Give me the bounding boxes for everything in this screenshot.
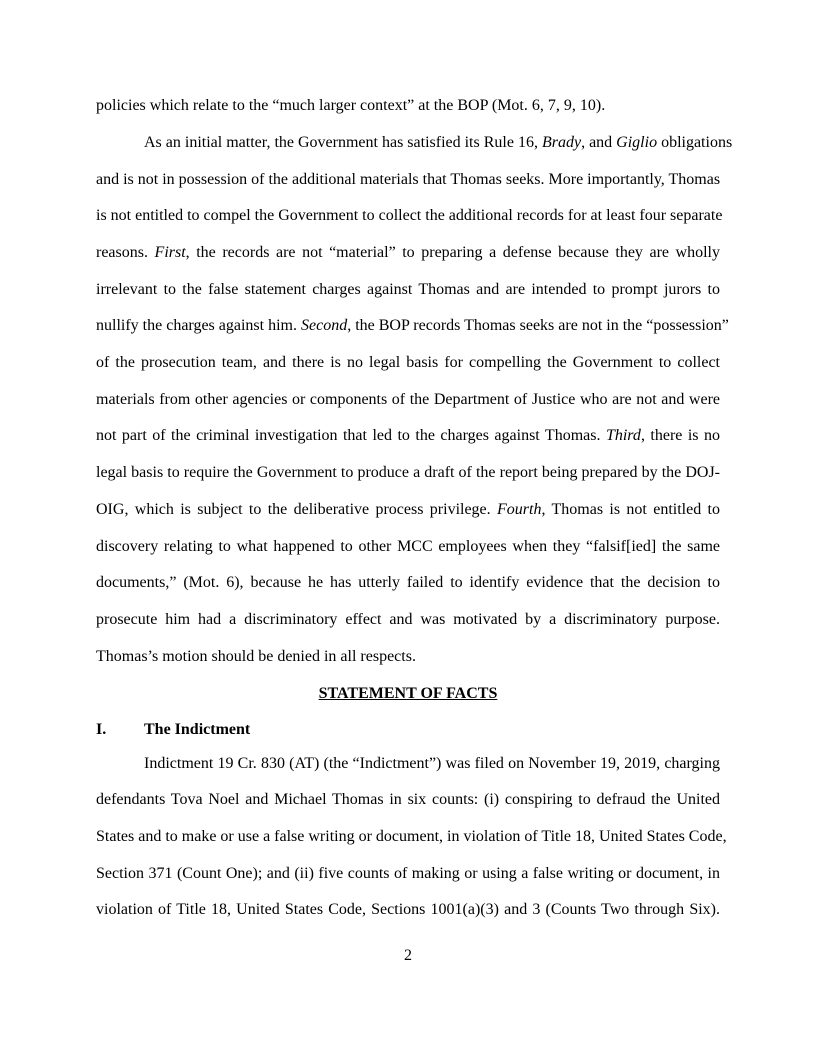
text-run: States and to make or use a false writing or document, in violation of Title 18, United States Code, (96, 828, 727, 845)
text-run: irrelevant to the false statement charges against Thomas and are intended to prompt jurors to (96, 281, 720, 298)
text-run: not part of the criminal investigation that led to the charges against Thomas. (96, 427, 606, 444)
paragraph-line (96, 353, 720, 373)
paragraph-line (96, 537, 720, 557)
text-run: , Thomas is not entitled to (541, 501, 721, 518)
text-run: Indictment 19 Cr. 830 (AT) (the “Indictment”) was filed on November 19, 2019, charging (144, 755, 720, 772)
text-run: prosecute him had a discriminatory effect and was motivated by a discriminatory purpose. (96, 611, 720, 628)
paragraph-line (96, 500, 720, 520)
subsection-title: The Indictment (144, 721, 251, 738)
paragraph-line (96, 900, 720, 920)
text-run: , there is no (640, 427, 720, 444)
text-run: As an initial matter, the Government has satisfied its Rule 16, (144, 134, 542, 151)
text-run: defendants Tova Noel and Michael Thomas in six counts: (i) conspiring to defraud the United (96, 791, 720, 808)
text-run: , the BOP records Thomas seeks are not in the “possession” (347, 317, 729, 334)
paragraph-line (96, 610, 720, 630)
paragraph-line (96, 206, 723, 226)
text-run: obligations (657, 134, 733, 151)
paragraph-line (96, 426, 720, 446)
text-run: violation of Title 18, United States Code, Sections 1001(a)(3) and 3 (Counts Two through Six). (96, 901, 720, 918)
paragraph-line (96, 790, 720, 810)
section-heading: STATEMENT OF FACTS (318, 685, 498, 702)
paragraph-line (96, 280, 720, 300)
paragraph-line (144, 754, 720, 774)
paragraph-line (96, 864, 720, 884)
text-run: discovery relating to what happened to other MCC employees when they “falsif[ied] the same (96, 538, 720, 555)
paragraph-line (144, 133, 733, 153)
text-run: , the records are not “material” to preparing a defense because they are wholly (185, 244, 721, 261)
italic-text: Fourth (497, 501, 542, 518)
text-run: policies which relate to the “much larger context” at the BOP (Mot. 6, 7, 9, 10). (96, 97, 606, 114)
italic-text: Second (301, 317, 348, 334)
text-run: materials from other agencies or components of the Department of Justice who are not and were (96, 391, 720, 408)
paragraph-line (96, 170, 720, 190)
text-run: Thomas’s motion should be denied in all respects. (96, 648, 416, 665)
italic-text: Giglio (616, 134, 658, 151)
text-run: OIG, which is subject to the deliberative process privilege. (96, 501, 498, 518)
paragraph-line (96, 573, 720, 593)
subsection-number: I. (96, 721, 107, 738)
text-run: legal basis to require the Government to produce a draft of the report being prepared by the DOJ- (96, 464, 720, 481)
text-run: of the prosecution team, and there is no legal basis for compelling the Government to collect (96, 354, 720, 371)
paragraph-line (96, 390, 720, 410)
page-number: 2 (404, 947, 412, 964)
paragraph-line (96, 96, 720, 116)
text-run: and is not in possession of the additional materials that Thomas seeks. More importantly, Thomas (96, 171, 721, 188)
paragraph-line (96, 463, 720, 483)
text-run: is not entitled to compel the Government to collect the additional records for at least four separate (96, 207, 723, 224)
italic-text: First (154, 244, 186, 261)
italic-text: Third (605, 427, 641, 444)
italic-text: Brady (541, 134, 582, 151)
paragraph-line (96, 316, 729, 336)
text-run: reasons. (96, 244, 155, 261)
paragraph-line (96, 243, 720, 263)
text-run: Section 371 (Count One); and (ii) five counts of making or using a false writing or document, in (96, 865, 720, 882)
text-run: , and (581, 134, 617, 151)
text-run: documents,” (Mot. 6), because he has utterly failed to identify evidence that the decision to (96, 574, 720, 591)
text-run: nullify the charges against him. (96, 317, 301, 334)
paragraph-line (96, 647, 720, 667)
paragraph-line (96, 827, 727, 847)
